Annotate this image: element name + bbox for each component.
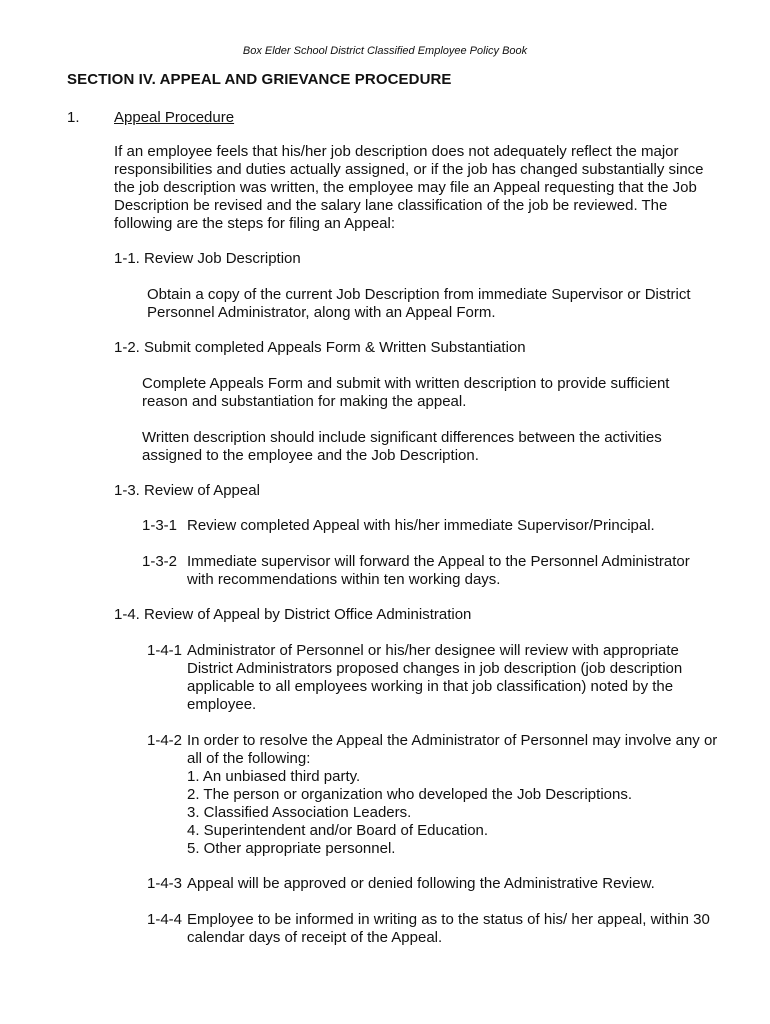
procedure-title: Appeal Procedure bbox=[114, 109, 235, 126]
step-1-2-paragraph-2 bbox=[142, 429, 662, 465]
step-1-2-paragraph-1 bbox=[142, 375, 669, 411]
item-line: 3. Classified Association Leaders. bbox=[187, 804, 412, 821]
item-line: 4. Superintendent and/or Board of Education. bbox=[187, 822, 489, 839]
intro-line: responsibilities and duties actually assigned, or if the job has changed substantially since bbox=[114, 161, 704, 178]
item-line: District Administrators proposed changes in job description (job description bbox=[187, 660, 683, 677]
step-1-2-heading: 1-2. Submit completed Appeals Form & Written Substantiation bbox=[114, 339, 526, 356]
item-line: Review completed Appeal with his/her immediate Supervisor/Principal. bbox=[187, 517, 655, 534]
item-line: applicable to all employees working in that job classification) noted by the bbox=[187, 678, 674, 695]
procedure-number: 1. bbox=[67, 109, 80, 126]
item-line: employee. bbox=[187, 696, 257, 713]
page-header: Box Elder School District Classified Employee Policy Book bbox=[242, 45, 528, 57]
paragraph-line: Personnel Administrator, along with an Appeal Form. bbox=[147, 304, 496, 321]
paragraph-line: Complete Appeals Form and submit with written description to provide sufficient bbox=[142, 375, 670, 392]
item-line: Appeal will be approved or denied following the Administrative Review. bbox=[187, 875, 655, 892]
intro-line: If an employee feels that his/her job description does not adequately reflect the major bbox=[114, 143, 679, 160]
item-label: 1-4-4 bbox=[147, 911, 183, 928]
intro-line: the job description was written, the employee may file an Appeal requesting that the Job bbox=[114, 179, 697, 196]
item-line: with recommendations within ten working days. bbox=[187, 571, 501, 588]
step-1-4-heading: 1-4. Review of Appeal by District Office Administration bbox=[114, 606, 472, 623]
item-line: calendar days of receipt of the Appeal. bbox=[187, 929, 443, 946]
item-line: 5. Other appropriate personnel. bbox=[187, 840, 396, 857]
item-line: all of the following: bbox=[187, 750, 311, 767]
item-label: 1-3-2 bbox=[142, 553, 178, 570]
intro-line: Description be revised and the salary lane classification of the job be reviewed. The bbox=[114, 197, 668, 214]
step-1-1-heading: 1-1. Review Job Description bbox=[114, 250, 301, 267]
item-line: Administrator of Personnel or his/her designee will review with appropriate bbox=[187, 642, 679, 659]
item-label: 1-4-1 bbox=[147, 642, 183, 659]
paragraph-line: assigned to the employee and the Job Description. bbox=[142, 447, 479, 464]
item-line: In order to resolve the Appeal the Administrator of Personnel may involve any or bbox=[187, 732, 718, 749]
item-label: 1-4-3 bbox=[147, 875, 183, 892]
item-label: 1-4-2 bbox=[147, 732, 183, 749]
item-label: 1-3-1 bbox=[142, 517, 178, 534]
intro-paragraph bbox=[114, 143, 704, 233]
paragraph-line: Obtain a copy of the current Job Description from immediate Supervisor or District bbox=[147, 286, 691, 303]
item-line: Immediate supervisor will forward the Appeal to the Personnel Administrator bbox=[187, 553, 690, 570]
paragraph-line: reason and substantiation for making the appeal. bbox=[142, 393, 467, 410]
item-line: Employee to be informed in writing as to the status of his/ her appeal, within 30 bbox=[187, 911, 710, 928]
intro-line: following are the steps for filing an Appeal: bbox=[114, 215, 396, 232]
step-1-3-heading: 1-3. Review of Appeal bbox=[114, 482, 260, 499]
step-1-1-paragraph bbox=[147, 286, 691, 322]
item-line: 2. The person or organization who developed the Job Descriptions. bbox=[187, 786, 632, 803]
paragraph-line: Written description should include significant differences between the activities bbox=[142, 429, 662, 446]
section-title: SECTION IV. APPEAL AND GRIEVANCE PROCEDURE bbox=[67, 71, 452, 88]
item-line: 1. An unbiased third party. bbox=[187, 768, 361, 785]
